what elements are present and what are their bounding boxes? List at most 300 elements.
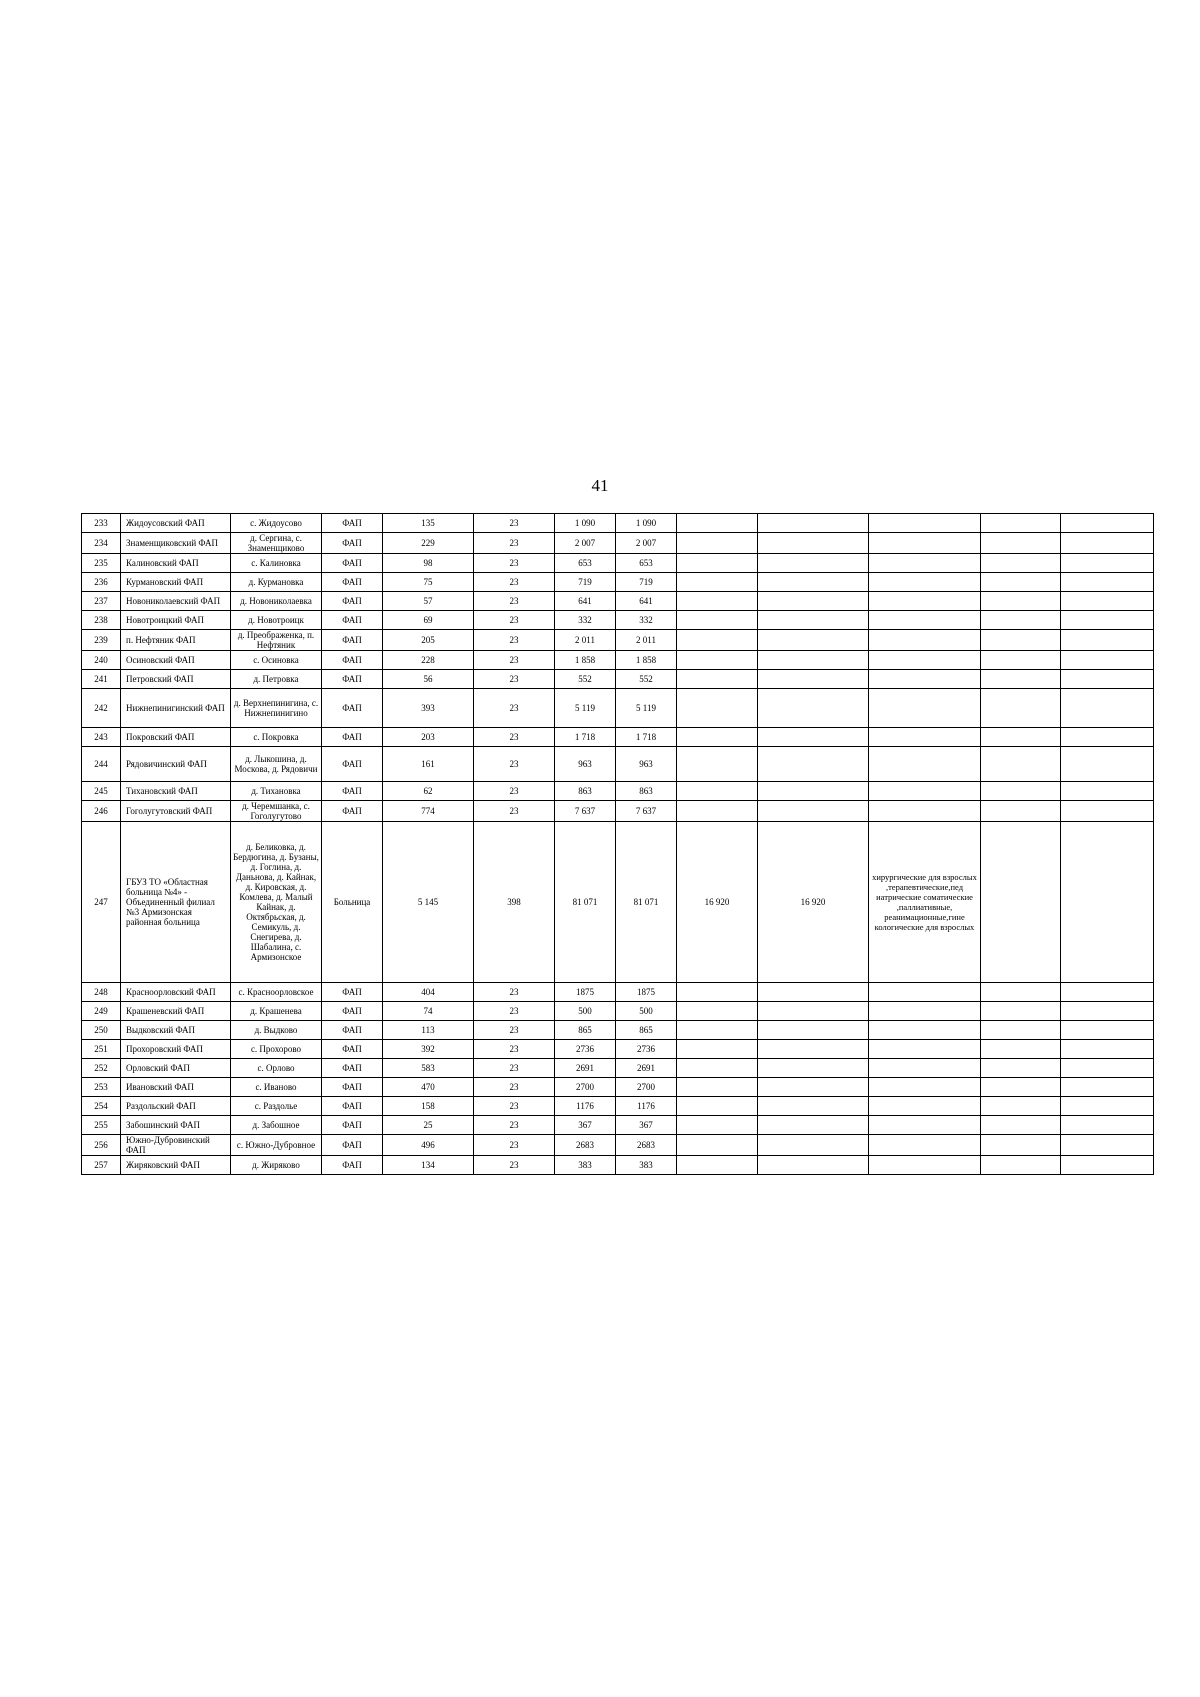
value-col-8 xyxy=(677,533,758,554)
value-col-7: 1875 xyxy=(616,983,677,1002)
value-col-9 xyxy=(758,1135,869,1156)
table-row xyxy=(82,651,1154,670)
value-col-9 xyxy=(758,1116,869,1135)
row-number: 246 xyxy=(82,801,121,822)
bed-profiles xyxy=(869,1116,981,1135)
value-col-7: 2 011 xyxy=(616,630,677,651)
settlements: с. Покровка xyxy=(231,728,322,747)
value-col-8 xyxy=(677,1078,758,1097)
settlements: с. Орлово xyxy=(231,1059,322,1078)
value-col-8 xyxy=(677,1135,758,1156)
facility-type: ФАП xyxy=(322,1040,383,1059)
value-col-6: 865 xyxy=(555,1021,616,1040)
row-number: 236 xyxy=(82,573,121,592)
facility-type: ФАП xyxy=(322,1097,383,1116)
bed-profiles xyxy=(869,1135,981,1156)
value-col-5: 23 xyxy=(474,630,555,651)
value-col-12 xyxy=(1061,747,1154,782)
facility-type: ФАП xyxy=(322,573,383,592)
table-row xyxy=(82,983,1154,1002)
facility-name: п. Нефтяник ФАП xyxy=(121,630,231,651)
row-number: 233 xyxy=(82,514,121,533)
value-col-7: 2736 xyxy=(616,1040,677,1059)
row-number: 255 xyxy=(82,1116,121,1135)
facility-type: ФАП xyxy=(322,670,383,689)
value-col-12 xyxy=(1061,1059,1154,1078)
value-col-9 xyxy=(758,1078,869,1097)
value-col-8 xyxy=(677,670,758,689)
facility-type: ФАП xyxy=(322,1059,383,1078)
value-col-12 xyxy=(1061,1002,1154,1021)
facility-type: ФАП xyxy=(322,651,383,670)
row-number: 241 xyxy=(82,670,121,689)
table-row xyxy=(82,514,1154,533)
facility-name: Выдковский ФАП xyxy=(121,1021,231,1040)
facility-name: Крашеневский ФАП xyxy=(121,1002,231,1021)
table-row xyxy=(82,822,1154,983)
value-col-5: 23 xyxy=(474,1040,555,1059)
value-col-8 xyxy=(677,1097,758,1116)
value-col-8 xyxy=(677,611,758,630)
value-col-7: 863 xyxy=(616,782,677,801)
table-row xyxy=(82,1156,1154,1175)
row-number: 245 xyxy=(82,782,121,801)
value-col-7: 1 090 xyxy=(616,514,677,533)
value-col-6: 653 xyxy=(555,554,616,573)
value-col-4: 229 xyxy=(383,533,474,554)
facility-type: ФАП xyxy=(322,611,383,630)
value-col-4: 228 xyxy=(383,651,474,670)
value-col-11 xyxy=(981,1002,1061,1021)
value-col-6: 963 xyxy=(555,747,616,782)
value-col-12 xyxy=(1061,1156,1154,1175)
value-col-4: 98 xyxy=(383,554,474,573)
value-col-12 xyxy=(1061,554,1154,573)
value-col-11 xyxy=(981,1116,1061,1135)
table-row xyxy=(82,554,1154,573)
value-col-5: 23 xyxy=(474,1002,555,1021)
value-col-7: 719 xyxy=(616,573,677,592)
value-col-5: 23 xyxy=(474,747,555,782)
value-col-4: 404 xyxy=(383,983,474,1002)
value-col-11 xyxy=(981,651,1061,670)
value-col-4: 205 xyxy=(383,630,474,651)
value-col-5: 23 xyxy=(474,782,555,801)
value-col-9 xyxy=(758,747,869,782)
settlements: с. Жидоусово xyxy=(231,514,322,533)
value-col-9 xyxy=(758,1021,869,1040)
bed-profiles xyxy=(869,630,981,651)
value-col-6: 383 xyxy=(555,1156,616,1175)
facility-name: Жиряковский ФАП xyxy=(121,1156,231,1175)
value-col-9 xyxy=(758,689,869,728)
table-row xyxy=(82,1097,1154,1116)
value-col-7: 383 xyxy=(616,1156,677,1175)
value-col-9 xyxy=(758,1097,869,1116)
value-col-6: 2691 xyxy=(555,1059,616,1078)
value-col-7: 5 119 xyxy=(616,689,677,728)
value-col-8 xyxy=(677,801,758,822)
settlements: д. Новониколаевка xyxy=(231,592,322,611)
value-col-5: 23 xyxy=(474,689,555,728)
row-number: 251 xyxy=(82,1040,121,1059)
table-row xyxy=(82,1078,1154,1097)
value-col-4: 496 xyxy=(383,1135,474,1156)
bed-profiles xyxy=(869,1078,981,1097)
table-row xyxy=(82,630,1154,651)
value-col-7: 865 xyxy=(616,1021,677,1040)
value-col-7: 2700 xyxy=(616,1078,677,1097)
row-number: 235 xyxy=(82,554,121,573)
row-number: 239 xyxy=(82,630,121,651)
value-col-8 xyxy=(677,1059,758,1078)
value-col-7: 367 xyxy=(616,1116,677,1135)
table-row xyxy=(82,689,1154,728)
facility-type: ФАП xyxy=(322,1078,383,1097)
table-row xyxy=(82,1135,1154,1156)
value-col-7: 641 xyxy=(616,592,677,611)
facility-type: ФАП xyxy=(322,801,383,822)
value-col-6: 1 090 xyxy=(555,514,616,533)
value-col-9 xyxy=(758,554,869,573)
facility-type: ФАП xyxy=(322,630,383,651)
value-col-5: 23 xyxy=(474,554,555,573)
row-number: 247 xyxy=(82,822,121,983)
value-col-5: 23 xyxy=(474,1097,555,1116)
facility-type: ФАП xyxy=(322,983,383,1002)
value-col-12 xyxy=(1061,782,1154,801)
value-col-7: 332 xyxy=(616,611,677,630)
value-col-4: 62 xyxy=(383,782,474,801)
value-col-4: 69 xyxy=(383,611,474,630)
value-col-5: 23 xyxy=(474,801,555,822)
value-col-11 xyxy=(981,728,1061,747)
value-col-9 xyxy=(758,983,869,1002)
facility-name: ГБУЗ ТО «Областная больница №4» - Объединенный филиал №3 Армизонская районная больница xyxy=(121,822,231,983)
value-col-12 xyxy=(1061,1021,1154,1040)
value-col-9 xyxy=(758,514,869,533)
value-col-12 xyxy=(1061,533,1154,554)
value-col-4: 158 xyxy=(383,1097,474,1116)
value-col-8 xyxy=(677,728,758,747)
bed-profiles xyxy=(869,670,981,689)
bed-profiles xyxy=(869,573,981,592)
value-col-11 xyxy=(981,514,1061,533)
settlements: д. Курмановка xyxy=(231,573,322,592)
settlements: д. Беликовка, д. Бердюгина, д. Бузаны, д. Гоглина, д. Даньнова, д. Кайнак, д. Кировская, д. Комлева, д. Малый Кайнак, д. Октябрьская, д. Семикуль, д. Снегирева, д. Шабалина, с. Армизонское xyxy=(231,822,322,983)
table-row xyxy=(82,592,1154,611)
value-col-11 xyxy=(981,630,1061,651)
row-number: 234 xyxy=(82,533,121,554)
facility-type: ФАП xyxy=(322,1135,383,1156)
value-col-5: 23 xyxy=(474,1078,555,1097)
value-col-6: 641 xyxy=(555,592,616,611)
row-number: 248 xyxy=(82,983,121,1002)
table-row xyxy=(82,573,1154,592)
facility-type: ФАП xyxy=(322,514,383,533)
value-col-11 xyxy=(981,1021,1061,1040)
value-col-8 xyxy=(677,592,758,611)
facility-name: Калиновский ФАП xyxy=(121,554,231,573)
value-col-4: 470 xyxy=(383,1078,474,1097)
value-col-5: 23 xyxy=(474,983,555,1002)
value-col-5: 23 xyxy=(474,533,555,554)
facility-name: Новониколаевский ФАП xyxy=(121,592,231,611)
value-col-9 xyxy=(758,573,869,592)
row-number: 253 xyxy=(82,1078,121,1097)
settlements: д. Жиряково xyxy=(231,1156,322,1175)
bed-profiles: хирургические для взрослых ,терапевтические,пед иатрические соматические ,паллиативные, реанимационные,гине кологические для взрослых xyxy=(869,822,981,983)
value-col-11 xyxy=(981,1156,1061,1175)
value-col-5: 23 xyxy=(474,1135,555,1156)
value-col-12 xyxy=(1061,1135,1154,1156)
table-row xyxy=(82,1002,1154,1021)
value-col-8 xyxy=(677,689,758,728)
value-col-6: 2 007 xyxy=(555,533,616,554)
value-col-7: 963 xyxy=(616,747,677,782)
bed-profiles xyxy=(869,782,981,801)
table-row xyxy=(82,1021,1154,1040)
value-col-7: 552 xyxy=(616,670,677,689)
value-col-9: 16 920 xyxy=(758,822,869,983)
facility-name: Знаменщиковский ФАП xyxy=(121,533,231,554)
value-col-5: 23 xyxy=(474,1156,555,1175)
value-col-8 xyxy=(677,983,758,1002)
value-col-11 xyxy=(981,782,1061,801)
bed-profiles xyxy=(869,801,981,822)
value-col-5: 23 xyxy=(474,1021,555,1040)
value-col-5: 23 xyxy=(474,1059,555,1078)
table-row xyxy=(82,670,1154,689)
facility-name: Южно-Дубровинский ФАП xyxy=(121,1135,231,1156)
value-col-8 xyxy=(677,1156,758,1175)
value-col-8 xyxy=(677,1021,758,1040)
bed-profiles xyxy=(869,554,981,573)
value-col-4: 134 xyxy=(383,1156,474,1175)
facility-name: Новотроицкий ФАП xyxy=(121,611,231,630)
value-col-5: 23 xyxy=(474,651,555,670)
value-col-9 xyxy=(758,782,869,801)
bed-profiles xyxy=(869,533,981,554)
value-col-8 xyxy=(677,573,758,592)
value-col-6: 1 718 xyxy=(555,728,616,747)
settlements: с. Красноорловское xyxy=(231,983,322,1002)
settlements: д. Верхнепинигина, с. Нижнепинигино xyxy=(231,689,322,728)
value-col-12 xyxy=(1061,630,1154,651)
facility-name: Нижнепинигинский ФАП xyxy=(121,689,231,728)
value-col-11 xyxy=(981,554,1061,573)
facility-name: Осиновский ФАП xyxy=(121,651,231,670)
bed-profiles xyxy=(869,611,981,630)
facility-name: Тихановский ФАП xyxy=(121,782,231,801)
settlements: д. Сергина, с. Знаменщиково xyxy=(231,533,322,554)
value-col-4: 75 xyxy=(383,573,474,592)
value-col-9 xyxy=(758,1059,869,1078)
value-col-11 xyxy=(981,670,1061,689)
value-col-7: 81 071 xyxy=(616,822,677,983)
value-col-11 xyxy=(981,1135,1061,1156)
value-col-11 xyxy=(981,1040,1061,1059)
value-col-8 xyxy=(677,651,758,670)
value-col-5: 398 xyxy=(474,822,555,983)
facility-name: Курмановский ФАП xyxy=(121,573,231,592)
settlements: д. Выдково xyxy=(231,1021,322,1040)
bed-profiles xyxy=(869,651,981,670)
value-col-7: 2691 xyxy=(616,1059,677,1078)
value-col-9 xyxy=(758,1002,869,1021)
value-col-6: 2 011 xyxy=(555,630,616,651)
facility-type: ФАП xyxy=(322,1116,383,1135)
value-col-7: 7 637 xyxy=(616,801,677,822)
value-col-9 xyxy=(758,728,869,747)
value-col-11 xyxy=(981,689,1061,728)
facility-name: Забошинский ФАП xyxy=(121,1116,231,1135)
value-col-11 xyxy=(981,1059,1061,1078)
facility-name: Петровский ФАП xyxy=(121,670,231,689)
table-row xyxy=(82,1040,1154,1059)
value-col-7: 1176 xyxy=(616,1097,677,1116)
value-col-8 xyxy=(677,514,758,533)
value-col-6: 719 xyxy=(555,573,616,592)
value-col-12 xyxy=(1061,822,1154,983)
facility-name: Гоголугутовский ФАП xyxy=(121,801,231,822)
value-col-6: 2736 xyxy=(555,1040,616,1059)
facility-name: Орловский ФАП xyxy=(121,1059,231,1078)
table-body xyxy=(82,514,1154,1175)
row-number: 256 xyxy=(82,1135,121,1156)
bed-profiles xyxy=(869,747,981,782)
bed-profiles xyxy=(869,1002,981,1021)
settlements: д. Новотроицк xyxy=(231,611,322,630)
facility-name: Ивановский ФАП xyxy=(121,1078,231,1097)
value-col-8 xyxy=(677,782,758,801)
bed-profiles xyxy=(869,1059,981,1078)
table-row xyxy=(82,533,1154,554)
value-col-4: 57 xyxy=(383,592,474,611)
value-col-4: 56 xyxy=(383,670,474,689)
facility-type: ФАП xyxy=(322,782,383,801)
page-number: 41 xyxy=(591,476,609,495)
value-col-7: 2 007 xyxy=(616,533,677,554)
bed-profiles xyxy=(869,514,981,533)
value-col-6: 1176 xyxy=(555,1097,616,1116)
value-col-5: 23 xyxy=(474,670,555,689)
facility-name: Жидоусовский ФАП xyxy=(121,514,231,533)
value-col-12 xyxy=(1061,514,1154,533)
value-col-4: 113 xyxy=(383,1021,474,1040)
facility-name: Прохоровский ФАП xyxy=(121,1040,231,1059)
value-col-6: 5 119 xyxy=(555,689,616,728)
value-col-12 xyxy=(1061,651,1154,670)
row-number: 257 xyxy=(82,1156,121,1175)
value-col-12 xyxy=(1061,1040,1154,1059)
value-col-12 xyxy=(1061,1097,1154,1116)
value-col-11 xyxy=(981,533,1061,554)
row-number: 254 xyxy=(82,1097,121,1116)
bed-profiles xyxy=(869,1156,981,1175)
value-col-12 xyxy=(1061,573,1154,592)
facilities-table xyxy=(81,513,1154,1175)
facility-type: Больница xyxy=(322,822,383,983)
value-col-6: 2700 xyxy=(555,1078,616,1097)
value-col-4: 392 xyxy=(383,1040,474,1059)
value-col-12 xyxy=(1061,689,1154,728)
table-row xyxy=(82,611,1154,630)
value-col-6: 552 xyxy=(555,670,616,689)
value-col-4: 25 xyxy=(383,1116,474,1135)
value-col-11 xyxy=(981,747,1061,782)
settlements: с. Иваново xyxy=(231,1078,322,1097)
value-col-9 xyxy=(758,611,869,630)
value-col-11 xyxy=(981,822,1061,983)
settlements: д. Петровка xyxy=(231,670,322,689)
value-col-7: 500 xyxy=(616,1002,677,1021)
value-col-9 xyxy=(758,801,869,822)
value-col-6: 7 637 xyxy=(555,801,616,822)
row-number: 252 xyxy=(82,1059,121,1078)
value-col-6: 1 858 xyxy=(555,651,616,670)
value-col-12 xyxy=(1061,1116,1154,1135)
value-col-6: 332 xyxy=(555,611,616,630)
value-col-9 xyxy=(758,630,869,651)
value-col-4: 161 xyxy=(383,747,474,782)
value-col-9 xyxy=(758,651,869,670)
value-col-4: 774 xyxy=(383,801,474,822)
value-col-9 xyxy=(758,1156,869,1175)
settlements: с. Осиновка xyxy=(231,651,322,670)
table-row xyxy=(82,1059,1154,1078)
value-col-7: 2683 xyxy=(616,1135,677,1156)
value-col-11 xyxy=(981,592,1061,611)
value-col-12 xyxy=(1061,592,1154,611)
value-col-5: 23 xyxy=(474,573,555,592)
bed-profiles xyxy=(869,1021,981,1040)
facility-type: ФАП xyxy=(322,689,383,728)
value-col-9 xyxy=(758,1040,869,1059)
value-col-5: 23 xyxy=(474,1116,555,1135)
value-col-12 xyxy=(1061,983,1154,1002)
value-col-11 xyxy=(981,801,1061,822)
table-row xyxy=(82,747,1154,782)
row-number: 238 xyxy=(82,611,121,630)
value-col-12 xyxy=(1061,1078,1154,1097)
value-col-11 xyxy=(981,983,1061,1002)
value-col-6: 81 071 xyxy=(555,822,616,983)
value-col-8 xyxy=(677,1002,758,1021)
value-col-11 xyxy=(981,1078,1061,1097)
value-col-11 xyxy=(981,611,1061,630)
facility-type: ФАП xyxy=(322,728,383,747)
value-col-6: 1875 xyxy=(555,983,616,1002)
bed-profiles xyxy=(869,1097,981,1116)
facility-type: ФАП xyxy=(322,1021,383,1040)
value-col-8 xyxy=(677,1040,758,1059)
value-col-9 xyxy=(758,592,869,611)
value-col-12 xyxy=(1061,801,1154,822)
table-row xyxy=(82,728,1154,747)
bed-profiles xyxy=(869,728,981,747)
row-number: 243 xyxy=(82,728,121,747)
value-col-11 xyxy=(981,1097,1061,1116)
value-col-12 xyxy=(1061,611,1154,630)
row-number: 250 xyxy=(82,1021,121,1040)
value-col-11 xyxy=(981,573,1061,592)
facility-name: Раздольский ФАП xyxy=(121,1097,231,1116)
settlements: с. Раздолье xyxy=(231,1097,322,1116)
value-col-4: 74 xyxy=(383,1002,474,1021)
facility-type: ФАП xyxy=(322,554,383,573)
value-col-6: 2683 xyxy=(555,1135,616,1156)
